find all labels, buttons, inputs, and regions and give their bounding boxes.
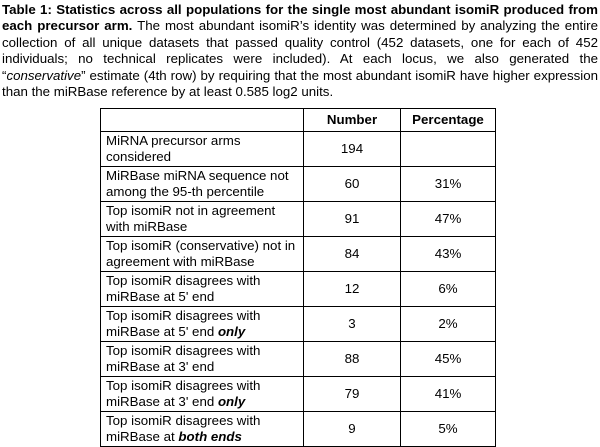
statistics-table [100, 108, 496, 447]
row-label [101, 377, 304, 412]
table-row [101, 237, 496, 272]
row-number: 194 [304, 132, 401, 167]
row-label [101, 202, 304, 237]
row-label-emphasis: only [217, 394, 246, 409]
caption-text-2: ” estimate (4th row) by requiring that the most abundant isomiR have higher expression than the miRBase reference by at least 0.585 log2 units. [2, 67, 598, 100]
row-label-text: Top isomiR disagrees with miRBase at 3' end [106, 343, 261, 374]
header-percentage: Percentage [401, 109, 496, 132]
row-percentage: 47% [401, 202, 496, 237]
table-row [101, 272, 496, 307]
row-label [101, 167, 304, 202]
caption-text-1: The most abundant isomiR’s identity was determined by analyzing the entire collection of all unique datasets that passed quality control (452 datasets, one for each of 452 individuals; no technical replicates were included). At each locus, we also generated the “ [2, 18, 598, 83]
row-percentage: 31% [401, 167, 496, 202]
row-label-text: Top isomiR disagrees with miRBase at 5' end [106, 273, 261, 304]
row-label [101, 237, 304, 272]
row-percentage: 5% [401, 412, 496, 447]
row-number: 91 [304, 202, 401, 237]
row-number: 79 [304, 377, 401, 412]
table-row [101, 307, 496, 342]
row-label-text: Top isomiR disagrees with miRBase at 3' end [106, 378, 261, 409]
row-label-text: Top isomiR (conservative) not in agreement with miRBase [106, 238, 296, 269]
row-label-text: Top isomiR disagrees with miRBase at 5' end [106, 308, 261, 339]
table-row [101, 132, 496, 167]
row-label [101, 132, 304, 167]
row-number: 9 [304, 412, 401, 447]
row-label-text: Top isomiR disagrees with miRBase at [106, 413, 261, 444]
row-percentage: 2% [401, 307, 496, 342]
table-row [101, 202, 496, 237]
header-label [101, 109, 304, 132]
row-label-text: MiRBase miRNA sequence not among the 95-th percentile [106, 168, 289, 199]
row-number: 84 [304, 237, 401, 272]
row-percentage [401, 132, 496, 167]
table-row [101, 167, 496, 202]
row-label [101, 272, 304, 307]
header-number: Number [304, 109, 401, 132]
row-label [101, 412, 304, 447]
row-number: 12 [304, 272, 401, 307]
row-percentage: 45% [401, 342, 496, 377]
row-number: 3 [304, 307, 401, 342]
caption-emphasis: conservative [6, 67, 82, 83]
row-percentage: 43% [401, 237, 496, 272]
row-number: 88 [304, 342, 401, 377]
row-percentage: 6% [401, 272, 496, 307]
row-label-emphasis: only [217, 324, 246, 339]
row-label-emphasis: both ends [178, 429, 242, 444]
table-row [101, 342, 496, 377]
row-label-text: MiRNA precursor arms considered [106, 133, 241, 164]
table-row [101, 377, 496, 412]
table-header-row [101, 109, 496, 132]
row-label-text: Top isomiR not in agreement with miRBase [106, 203, 276, 234]
row-percentage: 41% [401, 377, 496, 412]
table-row [101, 412, 496, 447]
row-label [101, 307, 304, 342]
caption-title: Table 1: Statistics across all populations for the single most abundant isomiR produced from each precursor arm. [2, 2, 598, 34]
row-number: 60 [304, 167, 401, 202]
table-caption [2, 2, 598, 100]
row-label [101, 342, 304, 377]
